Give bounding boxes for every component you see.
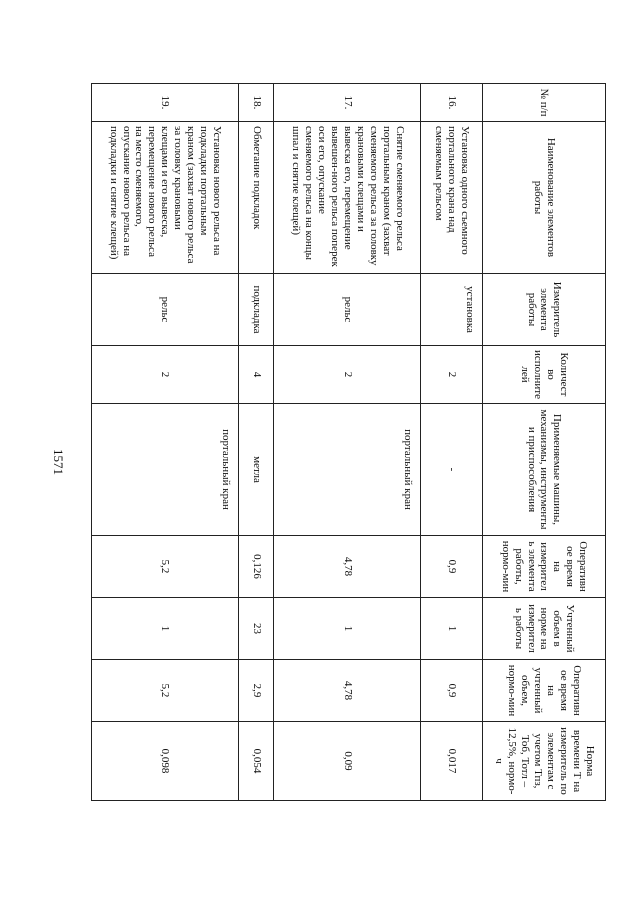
table-row [274,84,421,801]
cell-op-time: 5,2 [92,536,239,598]
cell-workers: 2 [274,346,421,404]
header-workers: Количество исполнителей [483,346,606,404]
header-unit: Измеритель элемента работы [483,274,606,346]
cell-op-time-volume: 5,2 [92,660,239,722]
header-op-time-volume: Оперативное время на учтенный объем, нормо-мин [483,660,606,722]
cell-unit: рельс [274,274,421,346]
cell-name: Установка одного съемного портального крана над сменяемым рельсом [421,122,483,274]
header-name: Наименование элементов работы [483,122,606,274]
cell-workers: 4 [238,346,274,404]
cell-unit: установка [421,274,483,346]
cell-op-time: 4,78 [274,536,421,598]
cell-tool: - [421,404,483,536]
table-row [238,84,274,801]
cell-tool: метла [238,404,274,536]
cell-volume: 23 [238,598,274,660]
rotated-table-container [91,83,606,800]
header-volume: Учтенный объем в норме на измеритель работы [483,598,606,660]
cell-name: Установка нового рельса на подкладки портальным краном (захват нового рельса за головку крановыми клещами и его вывеска, перемещение нового рельса на место сменяемого, опускание нового рельса на подкладки и снятие клещей) [92,122,239,274]
table-row [421,84,483,801]
cell-op-time-volume: 0,9 [421,660,483,722]
cell-op-time: 0,9 [421,536,483,598]
header-num: № п/п [483,84,606,122]
work-elements-table [91,83,606,801]
cell-tool: портальный кран [274,404,421,536]
cell-unit: подкладка [238,274,274,346]
cell-tool: портальный кран [92,404,239,536]
cell-op-time: 0,126 [238,536,274,598]
table-header-row [483,84,606,801]
cell-norm: 0,09 [274,722,421,801]
cell-norm: 0,017 [421,722,483,801]
cell-num: 19. [92,84,239,122]
cell-volume: 1 [421,598,483,660]
cell-name: Снятие сменяемого рельса портальным краном (захват сменяемого рельса за головку крановыми клещами и вывеска его, перемещение вывешен-ного рельса поперек оси его, опускание сменяемого рельса на концы шпал и снятие клещей) [274,122,421,274]
cell-volume: 1 [274,598,421,660]
table-wrapper [91,83,606,800]
cell-workers: 2 [92,346,239,404]
cell-unit: рельс [92,274,239,346]
cell-volume: 1 [92,598,239,660]
cell-norm: 0,054 [238,722,274,801]
cell-op-time-volume: 2,9 [238,660,274,722]
cell-num: 16. [421,84,483,122]
page-number: 1571 [51,449,66,475]
cell-norm: 0,098 [92,722,239,801]
header-op-time: Оперативное время на измеритель элемента работы, нормо-мин [483,536,606,598]
cell-num: 18. [238,84,274,122]
table-row [92,84,239,801]
cell-name: Обметание подкладок [238,122,274,274]
cell-workers: 2 [421,346,483,404]
header-tools: Применяемые машины, механизмы, инструменты и приспособления [483,404,606,536]
cell-num: 17. [274,84,421,122]
cell-op-time-volume: 4,78 [274,660,421,722]
header-norm: Норма времени Т на измеритель по элементам с учетом Тпз, Тоб, Тотл – 12,5%, нормо-ч [483,722,606,801]
